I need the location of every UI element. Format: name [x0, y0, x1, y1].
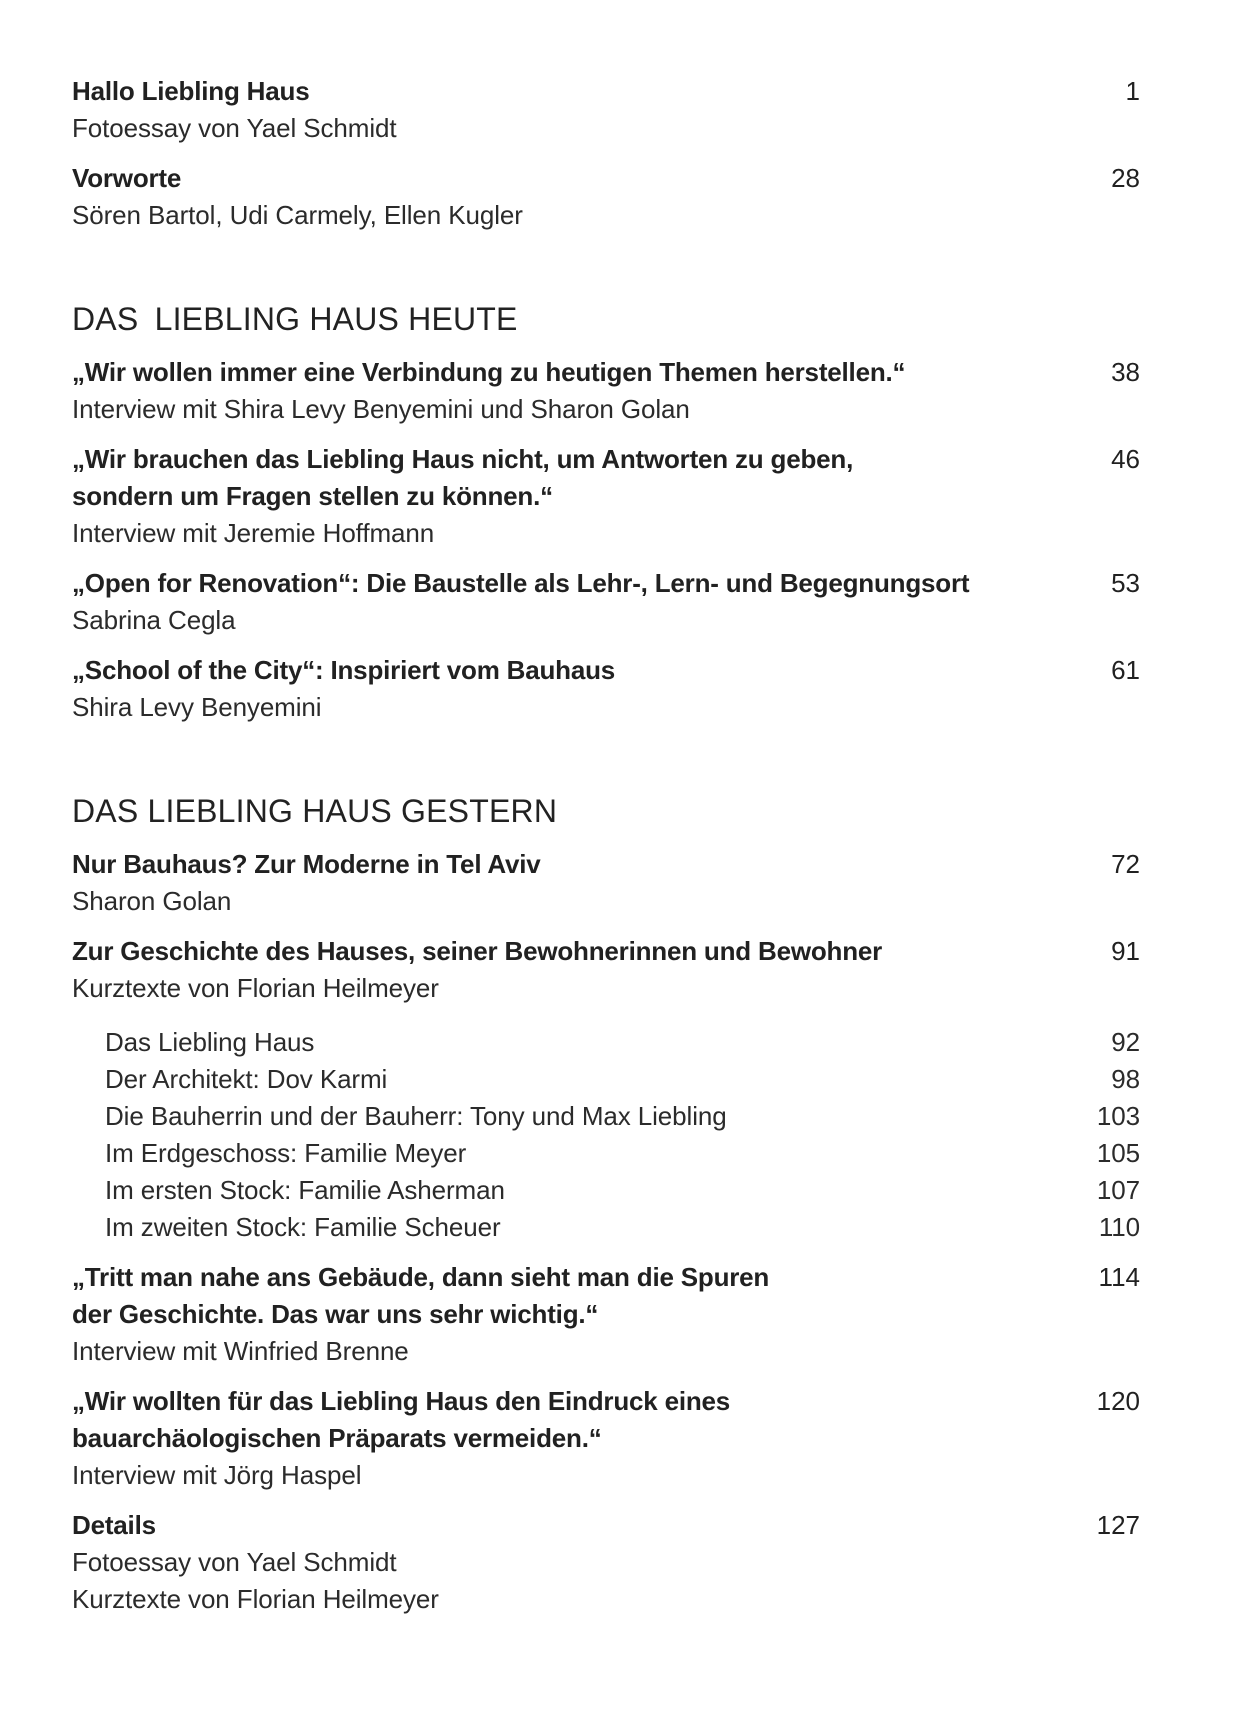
- toc-entry: [72, 933, 1140, 1246]
- entry-title: [72, 1383, 730, 1457]
- entry-title-line: Vorworte: [72, 163, 182, 193]
- entry-subtitle: Shira Levy Benyemini: [72, 692, 322, 722]
- entry-page-number: 127: [1096, 1510, 1140, 1540]
- subentry-list: [105, 1024, 1140, 1246]
- entry-subtitle: Interview mit Winfried Brenne: [72, 1336, 409, 1366]
- toc-subentry: [105, 1024, 1140, 1061]
- subentry-label: Im ersten Stock: Familie Asherman: [105, 1175, 505, 1205]
- entry-title-line: „Wir wollen immer eine Verbindung zu heutigen Themen herstellen.“: [72, 357, 906, 387]
- entry-title-line: Details: [72, 1510, 156, 1540]
- entry-page-number: 1: [1125, 76, 1140, 106]
- entry-title-line: „School of the City“: Inspiriert vom Bauhaus: [72, 655, 616, 685]
- entry-page-number: 53: [1111, 568, 1140, 598]
- toc-entry: [72, 73, 1140, 147]
- entry-subtitle: Sabrina Cegla: [72, 605, 236, 635]
- section-heading: DAS LIEBLING HAUS GESTERN: [72, 793, 558, 829]
- entry-title-line: Zur Geschichte des Hauses, seiner Bewohnerinnen und Bewohner: [72, 936, 883, 966]
- toc-subentry: [105, 1098, 1140, 1135]
- entry-page-number: 28: [1111, 163, 1140, 193]
- subentry-label: Im Erdgeschoss: Familie Meyer: [105, 1138, 467, 1168]
- entry-title-line: Nur Bauhaus? Zur Moderne in Tel Aviv: [72, 849, 541, 879]
- entry-title-line: „Open for Renovation“: Die Baustelle als Lehr-, Lern- und Begegnungsort: [72, 568, 970, 598]
- subentry-page-number: 103: [1096, 1101, 1140, 1131]
- entry-title-line: Hallo Liebling Haus: [72, 76, 310, 106]
- entry-title: [72, 565, 969, 602]
- toc-entry: [72, 1259, 1140, 1370]
- toc-subentry: [105, 1172, 1140, 1209]
- toc-entry: [72, 1507, 1140, 1618]
- subentry-page-number: 92: [1111, 1027, 1140, 1057]
- subentry-page-number: 110: [1098, 1212, 1140, 1242]
- entry-title: [72, 1507, 156, 1544]
- entry-subtitle: Interview mit Jörg Haspel: [72, 1460, 362, 1490]
- entry-subtitle: Sören Bartol, Udi Carmely, Ellen Kugler: [72, 200, 523, 230]
- entry-title: [72, 846, 541, 883]
- toc-entry: [72, 160, 1140, 234]
- entry-page-number: 91: [1111, 936, 1140, 966]
- entry-title-line: „Wir brauchen das Liebling Haus nicht, um Antworten zu geben,: [72, 444, 854, 474]
- toc-entry: [72, 846, 1140, 920]
- entry-page-number: 46: [1111, 444, 1140, 474]
- toc-entry: [72, 565, 1140, 639]
- entry-page-number: 61: [1111, 655, 1140, 685]
- subentry-page-number: 98: [1111, 1064, 1140, 1094]
- entry-subtitle: Interview mit Jeremie Hoffmann: [72, 518, 435, 548]
- subentry-label: Der Architekt: Dov Karmi: [105, 1064, 388, 1094]
- toc-entry: [72, 1383, 1140, 1494]
- entry-title-line: sondern um Fragen stellen zu können.“: [72, 481, 553, 511]
- toc-subentry: [105, 1061, 1140, 1098]
- entry-title-line: „Wir wollten für das Liebling Haus den Eindruck eines: [72, 1386, 731, 1416]
- subentry-label: Das Liebling Haus: [105, 1027, 315, 1057]
- entry-title: [72, 73, 309, 110]
- entry-subtitle: Fotoessay von Yael Schmidt: [72, 113, 397, 143]
- entry-title: [72, 933, 882, 970]
- subentry-label: Die Bauherrin und der Bauherr: Tony und Max Liebling: [105, 1101, 727, 1131]
- entry-page-number: 38: [1111, 357, 1140, 387]
- toc-entry: [72, 652, 1140, 726]
- entry-title: [72, 652, 615, 689]
- entry-title-line: der Geschichte. Das war uns sehr wichtig.“: [72, 1299, 599, 1329]
- entry-subtitle: Interview mit Shira Levy Benyemini und Sharon Golan: [72, 394, 690, 424]
- entry-subtitle: Kurztexte von Florian Heilmeyer: [72, 973, 439, 1003]
- toc-entry: [72, 354, 1140, 428]
- entry-title-line: bauarchäologischen Präparats vermeiden.“: [72, 1423, 602, 1453]
- entry-subtitle: Sharon Golan: [72, 886, 232, 916]
- subentry-label: Im zweiten Stock: Familie Scheuer: [105, 1212, 501, 1242]
- entry-page-number: 72: [1111, 849, 1140, 879]
- section-heading: DAS LIEBLING HAUS HEUTE: [72, 301, 518, 337]
- entry-page-number: 120: [1096, 1386, 1140, 1416]
- entry-subtitle: Kurztexte von Florian Heilmeyer: [72, 1584, 439, 1614]
- toc-subentry: [105, 1209, 1140, 1246]
- entry-title: [72, 160, 181, 197]
- entry-title: [72, 441, 853, 515]
- entry-title: [72, 354, 905, 391]
- toc-subentry: [105, 1135, 1140, 1172]
- subentry-page-number: 105: [1096, 1138, 1140, 1168]
- toc-entry: [72, 441, 1140, 552]
- entry-title: [72, 1259, 769, 1333]
- entry-title-line: „Tritt man nahe ans Gebäude, dann sieht man die Spuren: [72, 1262, 770, 1292]
- entry-subtitle: Fotoessay von Yael Schmidt: [72, 1547, 397, 1577]
- entry-page-number: 114: [1098, 1262, 1140, 1292]
- subentry-page-number: 107: [1096, 1175, 1140, 1205]
